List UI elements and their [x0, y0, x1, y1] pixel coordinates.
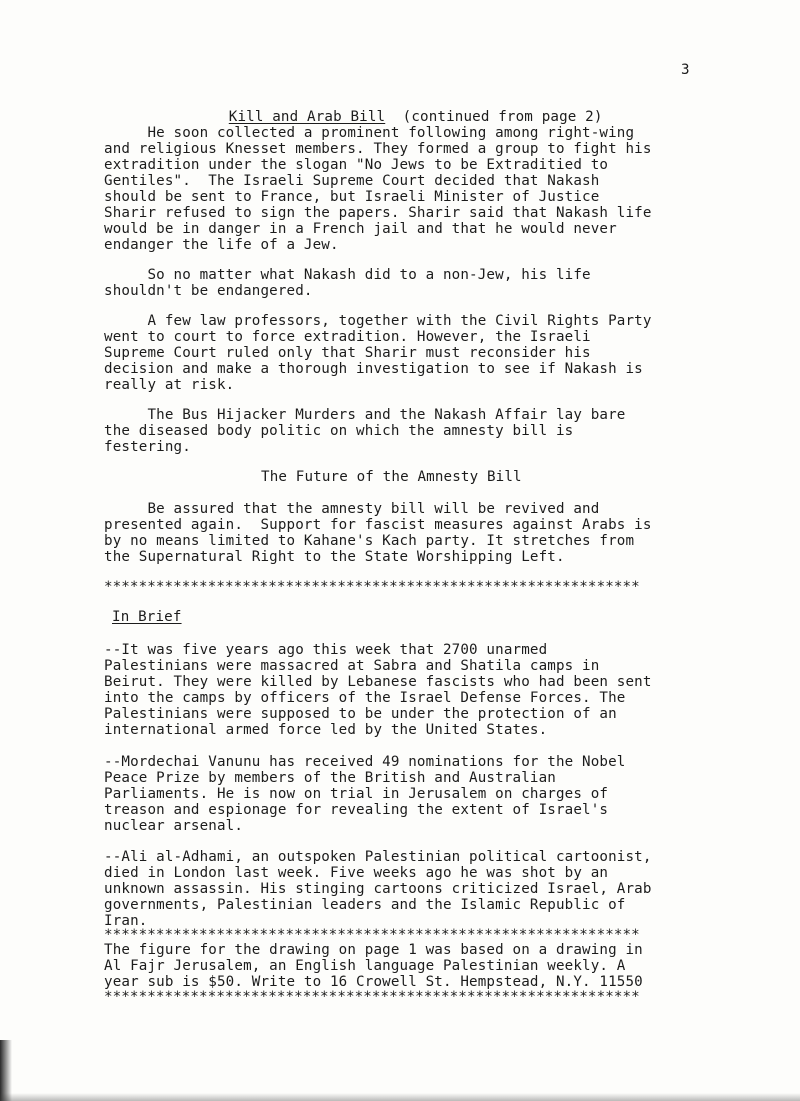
paragraph-line: He soon collected a prominent following among right-wing — [104, 125, 635, 141]
paragraph-line: So no matter what Nakash did to a non-Jew, his life — [104, 267, 591, 283]
brief-line: --It was five years ago this week that 2700 unarmed — [104, 642, 548, 658]
brief-line: international armed force led by the United States. — [104, 722, 548, 738]
paragraph-line: Be assured that the amnesty bill will be revived and — [104, 501, 600, 517]
in-brief-title: In Brief — [112, 609, 182, 625]
paragraph-line: went to court to force extradition. However, the Israeli — [104, 329, 591, 345]
paragraph-line: the diseased body politic on which the amnesty bill is — [104, 423, 574, 439]
footer-note-line: The figure for the drawing on page 1 was based on a drawing in — [104, 942, 643, 958]
paragraph-line: endanger the life of a Jew. — [104, 237, 339, 253]
paragraph-line: the Supernatural Right to the State Worshipping Left. — [104, 549, 565, 565]
brief-line: into the camps by officers of the Israel Defense Forces. The — [104, 690, 626, 706]
footer-note-line: Al Fajr Jerusalem, an English language Palestinian weekly. A — [104, 958, 626, 974]
paragraph-line: would be in danger in a French jail and that he would never — [104, 221, 617, 237]
asterisk-divider: ************************************************************** — [104, 989, 640, 1005]
asterisk-divider: ************************************************************** — [104, 927, 640, 943]
brief-line: nuclear arsenal. — [104, 818, 244, 834]
brief-line: Beirut. They were killed by Lebanese fascists who had been sent — [104, 674, 652, 690]
scan-bottom-edge — [0, 1093, 800, 1101]
paragraph-line: and religious Knesset members. They formed a group to fight his — [104, 141, 652, 157]
paragraph-line: A few law professors, together with the Civil Rights Party — [104, 313, 652, 329]
asterisk-divider: ************************************************************** — [104, 579, 640, 595]
paragraph-line: Gentiles". The Israeli Supreme Court decided that Nakash — [104, 173, 600, 189]
paragraph-line: The Bus Hijacker Murders and the Nakash Affair lay bare — [104, 407, 626, 423]
brief-line: Iran. — [104, 913, 148, 929]
footer-note-line: year sub is $50. Write to 16 Crowell St. Hempstead, N.Y. 11550 — [104, 974, 643, 990]
scan-edge-shadow — [0, 1040, 12, 1101]
paragraph-line: Sharir refused to sign the papers. Sharir said that Nakash life — [104, 205, 652, 221]
brief-line: --Ali al-Adhami, an outspoken Palestinian political cartoonist, — [104, 849, 652, 865]
brief-line: died in London last week. Five weeks ago he was shot by an — [104, 865, 609, 881]
paragraph-line: decision and make a thorough investigation to see if Nakash is — [104, 361, 643, 377]
article-title: Kill and Arab Bill — [228, 108, 386, 125]
paragraph-line: presented again. Support for fascist measures against Arabs is — [104, 517, 652, 533]
brief-line: --Mordechai Vanunu has received 49 nominations for the Nobel — [104, 754, 626, 770]
brief-line: Parliaments. He is now on trial in Jerusalem on charges of — [104, 786, 609, 802]
brief-line: Palestinians were supposed to be under the protection of an — [104, 706, 617, 722]
brief-line: Palestinians were massacred at Sabra and Shatila camps in — [104, 658, 600, 674]
paragraph-line: should be sent to France, but Israeli Minister of Justice — [104, 189, 600, 205]
page-number: 3 — [681, 62, 690, 78]
article-subtitle: (continued from page 2) — [402, 108, 603, 125]
paragraph-line: shouldn't be endangered. — [104, 283, 313, 299]
paragraph-line: festering. — [104, 439, 191, 455]
paragraph-line: really at risk. — [104, 377, 235, 393]
paragraph-line: Supreme Court ruled only that Sharir must reconsider his — [104, 345, 591, 361]
section-heading: The Future of the Amnesty Bill — [261, 469, 522, 485]
brief-line: unknown assassin. His stinging cartoons criticized Israel, Arab — [104, 881, 652, 897]
brief-line: treason and espionage for revealing the extent of Israel's — [104, 802, 609, 818]
brief-line: Peace Prize by members of the British and Australian — [104, 770, 556, 786]
brief-line: governments, Palestinian leaders and the Islamic Republic of — [104, 897, 626, 913]
paragraph-line: extradition under the slogan "No Jews to be Extraditied to — [104, 157, 609, 173]
paragraph-line: by no means limited to Kahane's Kach party. It stretches from — [104, 533, 635, 549]
